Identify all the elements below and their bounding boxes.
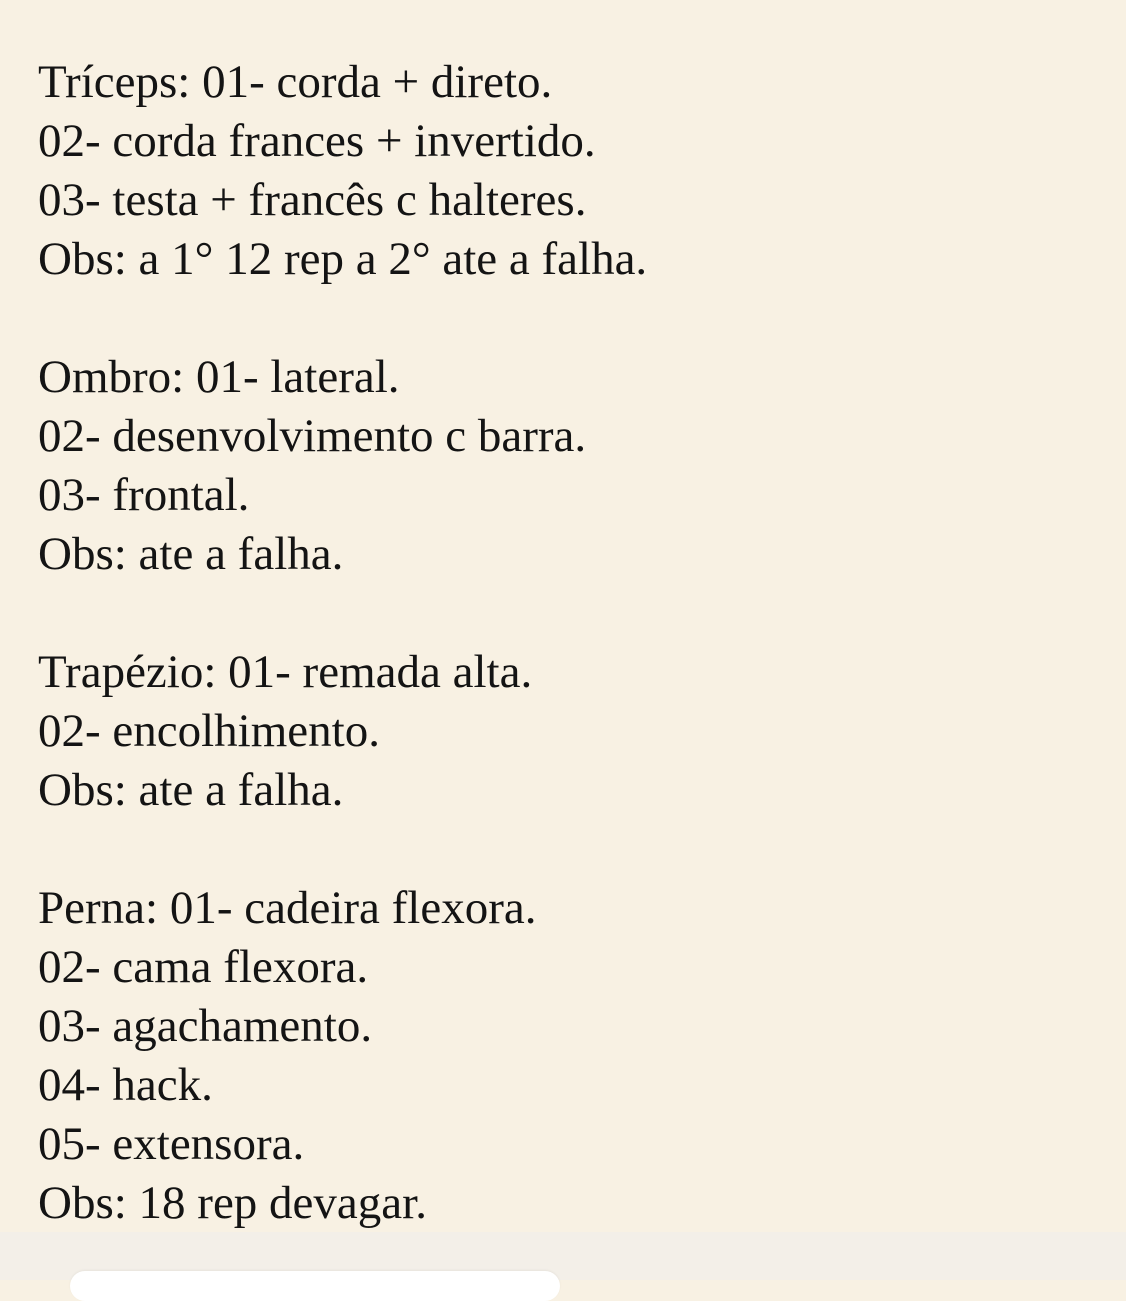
input-bar[interactable] bbox=[70, 1271, 560, 1301]
note-line: Trapézio: 01- remada alta. bbox=[38, 646, 533, 698]
note-line: 02- desenvolvimento c barra. bbox=[38, 410, 587, 462]
note-line: 02- encolhimento. bbox=[38, 705, 380, 757]
note-line: 02- cama flexora. bbox=[38, 941, 369, 993]
note-line: Obs: 18 rep devagar. bbox=[38, 1177, 427, 1229]
note-line: 03- testa + francês c halteres. bbox=[38, 174, 587, 226]
note-line: 03- frontal. bbox=[38, 469, 250, 521]
note-line: Tríceps: 01- corda + direto. bbox=[38, 56, 553, 108]
note-line: Perna: 01- cadeira flexora. bbox=[38, 882, 537, 934]
trapezio-section bbox=[38, 643, 1098, 820]
note-line: Ombro: 01- lateral. bbox=[38, 351, 400, 403]
note-line: Obs: a 1° 12 rep a 2° ate a falha. bbox=[38, 233, 648, 285]
note-line: 05- extensora. bbox=[38, 1118, 305, 1170]
note-line: 04- hack. bbox=[38, 1059, 213, 1111]
ombro-section bbox=[38, 348, 1098, 584]
note-line: 03- agachamento. bbox=[38, 1000, 373, 1052]
triceps-section bbox=[38, 53, 1098, 289]
note-line: Obs: ate a falha. bbox=[38, 764, 344, 816]
perna-section bbox=[38, 879, 1098, 1233]
note-line: Obs: ate a falha. bbox=[38, 528, 344, 580]
note-line: 02- corda frances + invertido. bbox=[38, 115, 596, 167]
